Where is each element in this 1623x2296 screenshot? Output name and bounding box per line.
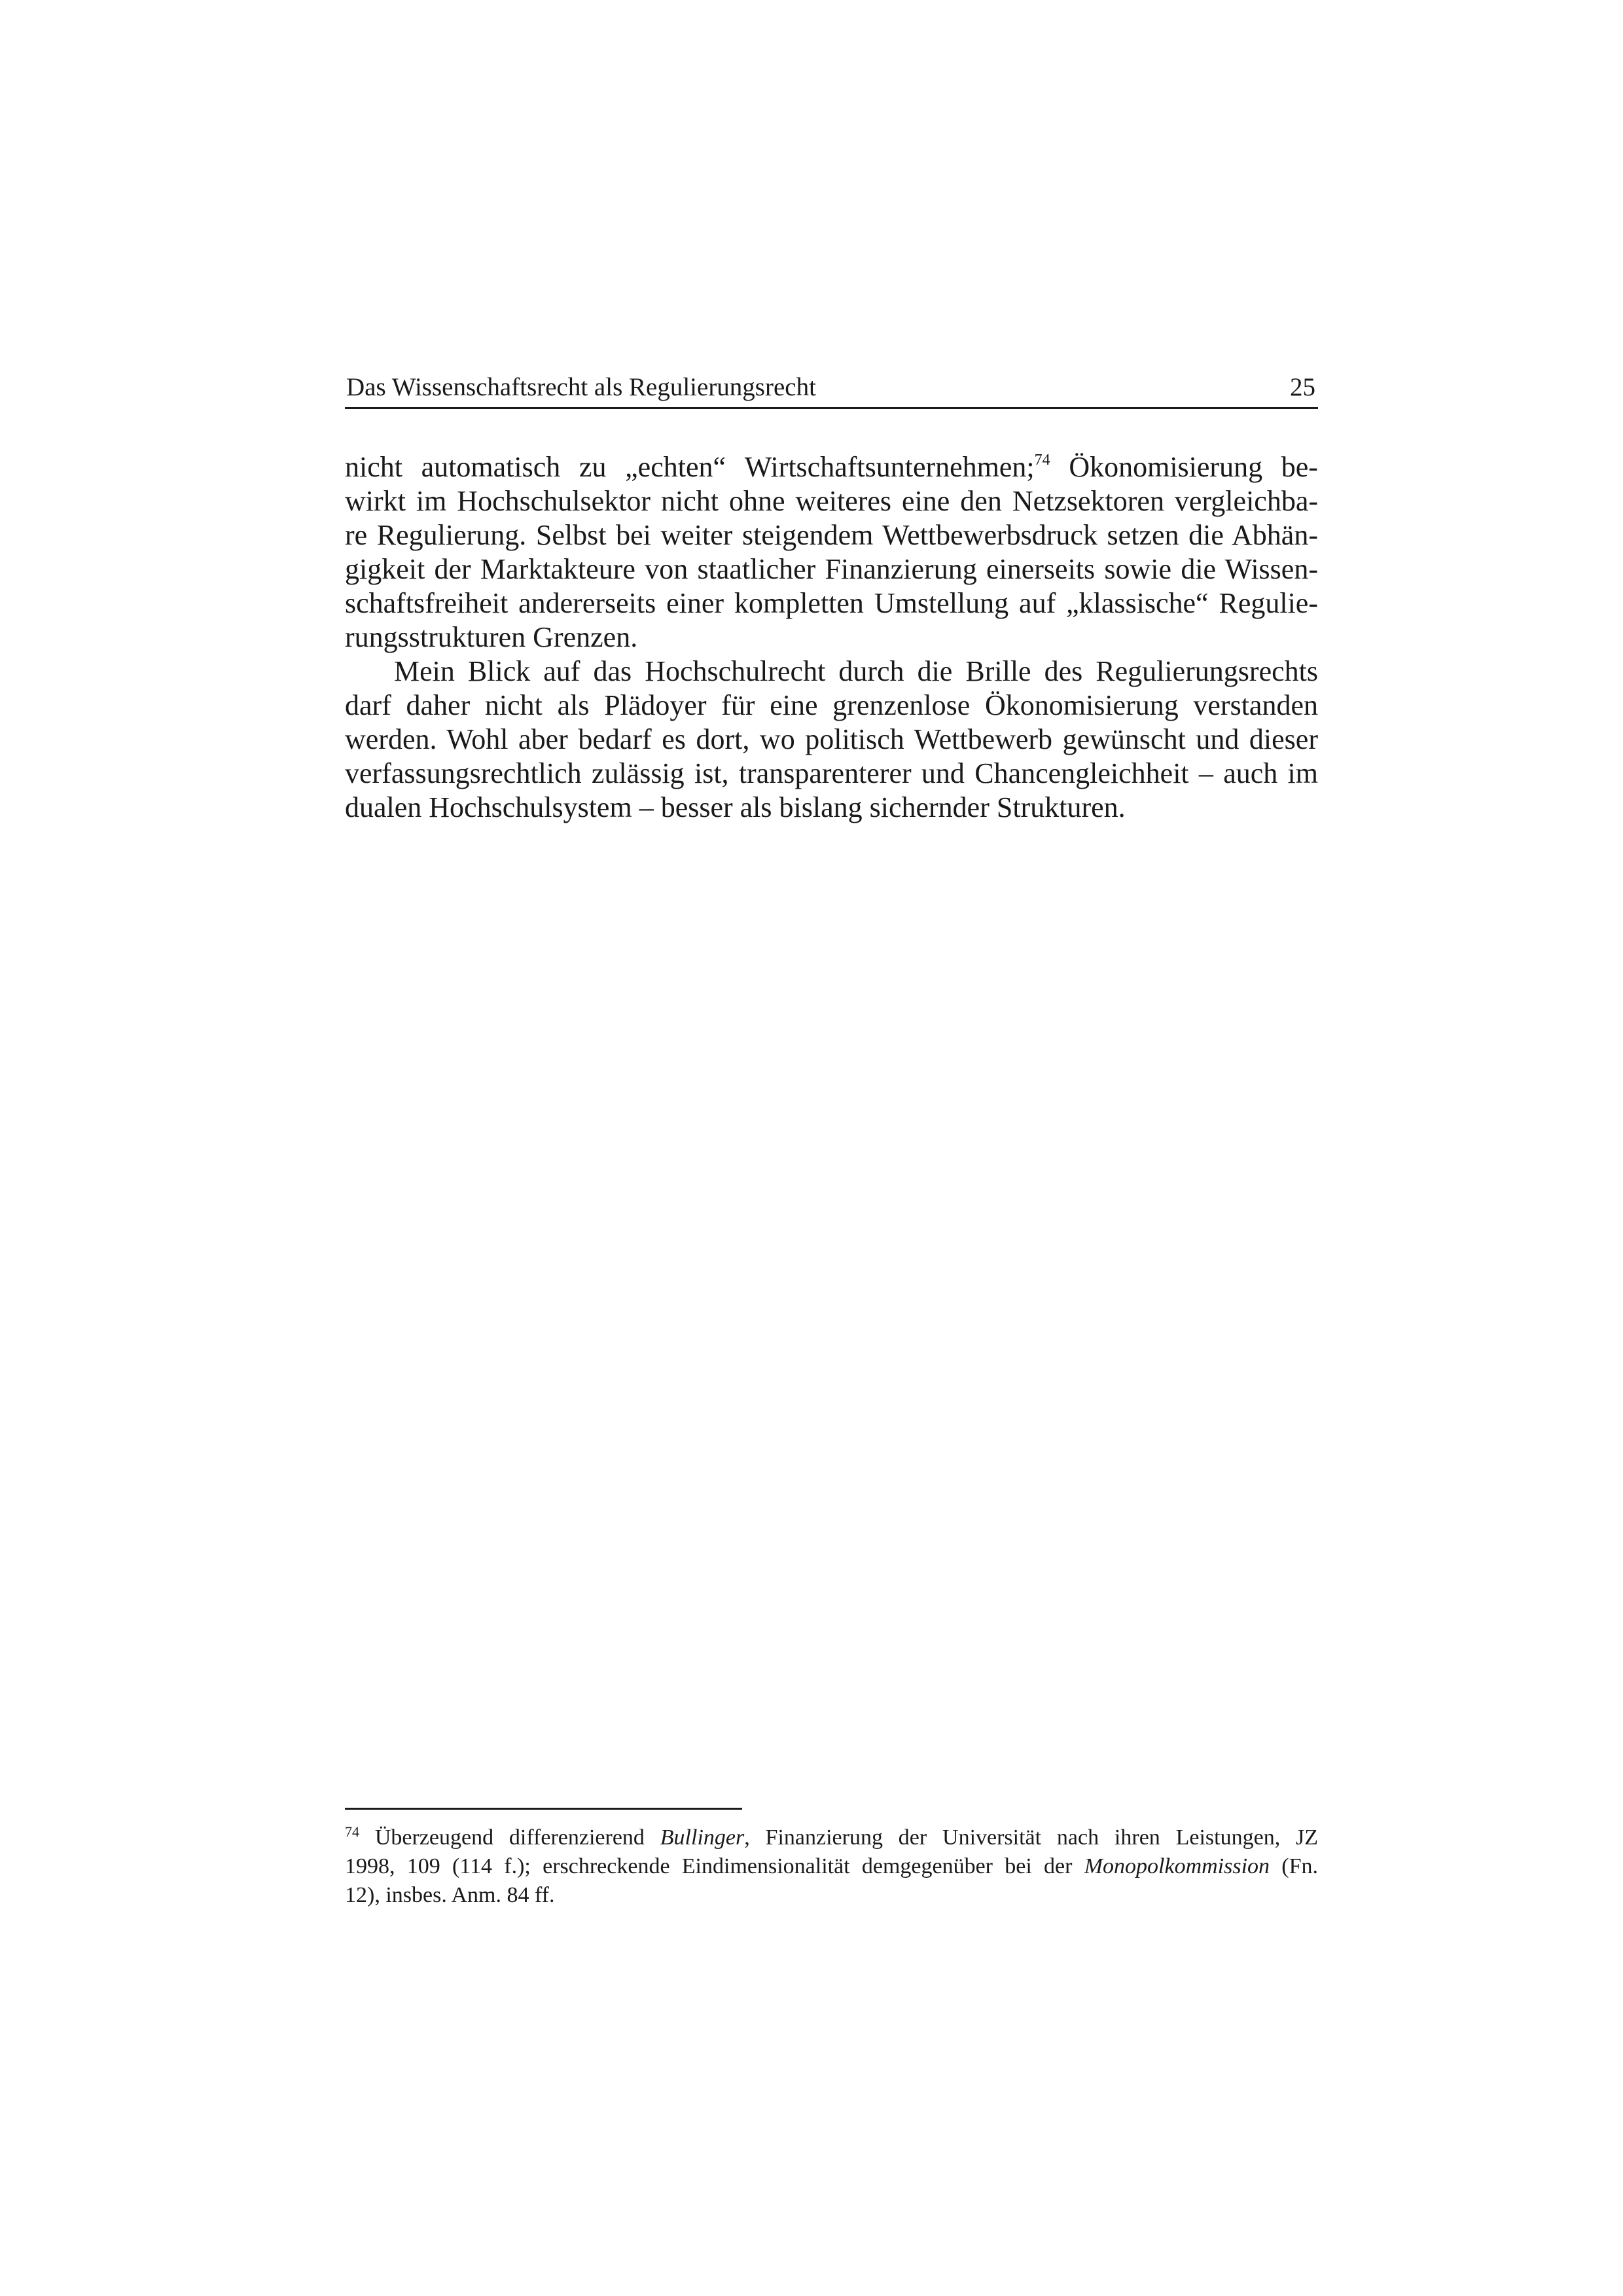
footnote-separator <box>345 1808 742 1810</box>
footnote-text: (Fn. <box>1281 1854 1319 1878</box>
paragraph-1 <box>345 450 1318 655</box>
text-line <box>345 450 1318 484</box>
text-line: schaftsfreiheit andererseits einer kompletten Umstellung auf „klassische“ Regulie- <box>345 587 1318 619</box>
running-head-title: Das Wissenschaftsrecht als Regulierungsrecht <box>346 373 816 401</box>
word: automatisch <box>421 451 561 483</box>
body-text <box>345 450 1318 825</box>
text-line: rungsstrukturen Grenzen. <box>345 621 638 653</box>
text-line: werden. Wohl aber bedarf es dort, wo politisch Wettbewerb gewünscht und dieser <box>345 723 1318 755</box>
text-line: re Regulierung. Selbst bei weiter steigendem Wettbewerbsdruck setzen die Abhän- <box>345 519 1318 551</box>
footnote-text: 1998, 109 (114 f.); erschreckende Eindimensionalität demgegenüber bei der <box>345 1854 1073 1878</box>
word: zu <box>579 451 607 483</box>
word: „echten“ <box>625 451 726 483</box>
page-number: 25 <box>1290 373 1315 401</box>
footnote-number: 74 <box>345 1823 359 1840</box>
footnote-text: Überzeugend differenzierend <box>374 1825 645 1850</box>
text-line: verfassungsrechtlich zulässig ist, transparenterer und Chancengleichheit – auch im <box>345 757 1318 789</box>
footnote-reference[interactable]: 74 <box>1034 452 1050 469</box>
footnote-text: , Finanzierung der Universität nach ihren Leistungen, JZ <box>744 1825 1319 1850</box>
footnote-line: 12), insbes. Anm. 84 ff. <box>345 1883 555 1907</box>
institution-name: Monopolkommission <box>1084 1854 1270 1878</box>
text-line: wirkt im Hochschulsektor nicht ohne weiteres eine den Netzsektoren vergleichba- <box>345 485 1318 517</box>
text-line: gigkeit der Marktakteure von staatlicher Finanzierung einerseits sowie die Wissen- <box>345 553 1318 585</box>
footnote <box>345 1823 1318 1910</box>
word: nicht <box>345 451 402 483</box>
word: Ökonomisierung <box>1069 451 1263 483</box>
footnote-line <box>345 1852 1318 1881</box>
paragraph-2 <box>345 655 1318 825</box>
footnote-line <box>345 1823 1318 1852</box>
word-with-footnote-ref <box>745 450 1050 484</box>
text-line: Mein Blick auf das Hochschulrecht durch die Brille des Regulierungsrechts <box>394 655 1318 687</box>
word: Wirtschaftsunternehmen; <box>744 451 1035 483</box>
author-name: Bullinger <box>660 1825 745 1850</box>
text-line: dualen Hochschulsystem – besser als bislang sichernder Strukturen. <box>345 791 1126 823</box>
word: be- <box>1281 451 1318 483</box>
running-head <box>345 368 1318 409</box>
text-line: darf daher nicht als Plädoyer für eine grenzenlose Ökonomisierung verstanden <box>345 689 1318 721</box>
